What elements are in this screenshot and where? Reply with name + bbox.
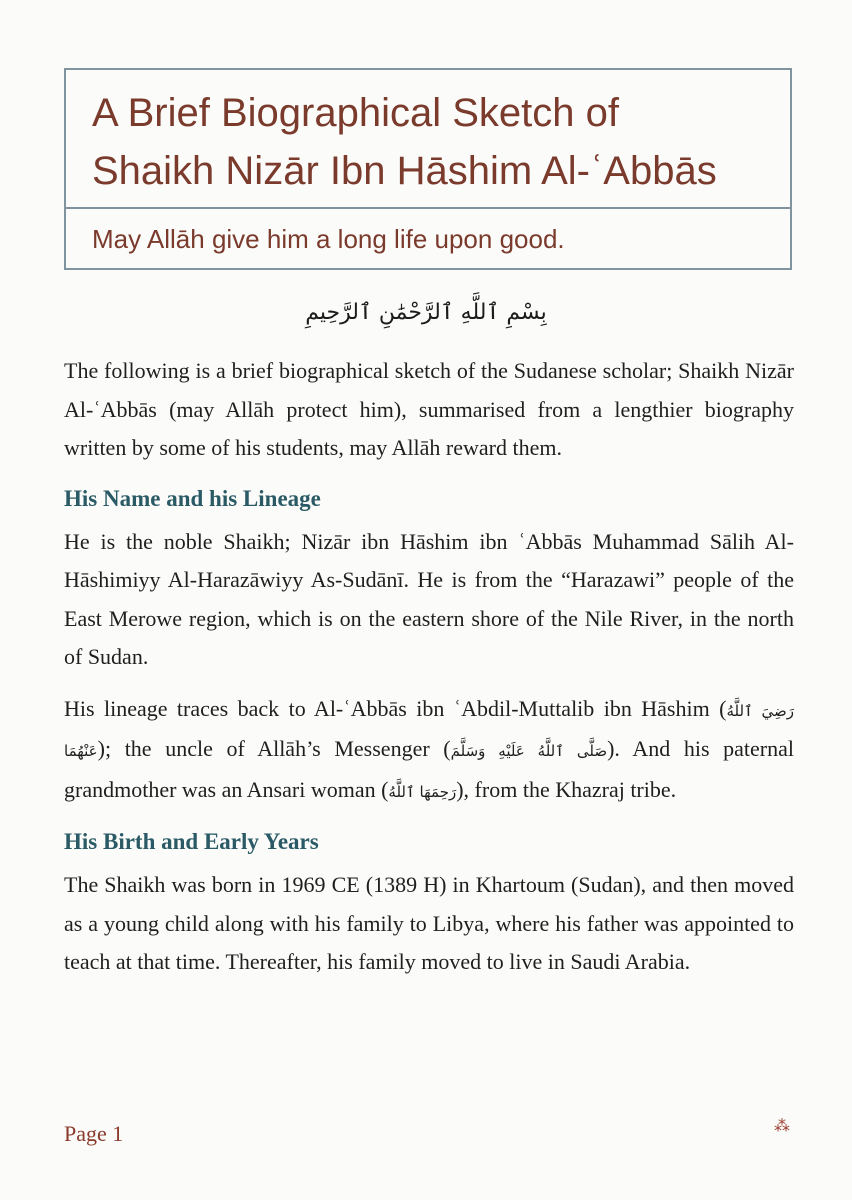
basmala-calligraphy: بِسْمِ ٱللَّهِ ٱلرَّحْمَٰنِ ٱلرَّحِيمِ bbox=[305, 300, 547, 325]
title-box bbox=[64, 68, 792, 270]
document-body bbox=[64, 352, 794, 995]
page-number: Page 1 bbox=[64, 1121, 124, 1146]
lineage-paragraph-1: He is the noble Shaikh; Nizār ibn Hāshim ibn ʿAbbās Muhammad Sālih Al-Hāshimiyy Al-Harazāwiyy As-Sudānī. He is from the “Harazawi” people of the East Merowe region, which is on the eastern shore of the Nile River, in the north of Sudan. bbox=[64, 528, 794, 669]
subtitle: May Allāh give him a long life upon good. bbox=[92, 224, 565, 254]
intro-paragraph: The following is a brief biographical sketch of the Sudanese scholar; Shaikh Nizār Al-ʿAbbās (may Allāh protect him), summarised from a lengthier biography written by some of his students, may Allāh reward them. bbox=[64, 358, 794, 460]
lineage-text-c: ). And his paternal grandmother was an Ansari woman ( bbox=[64, 736, 794, 802]
page-title bbox=[92, 84, 770, 200]
birth-paragraph: The Shaikh was born in 1969 CE (1389 H) in Khartoum (Sudan), and then moved as a young child along with his family to Libya, where his father was appointed to teach at that time. Thereafter, his family moved to live in Saudi Arabia. bbox=[64, 872, 794, 974]
lineage-text-b: ); the uncle of Allāh’s Messenger ( bbox=[97, 736, 451, 761]
section-heading-name-lineage: His Name and his Lineage bbox=[64, 485, 321, 511]
ornament-icon: ⁂ bbox=[774, 1116, 790, 1135]
honorific-salallahu-alayhi-wasallam: صَلَّى ٱللَّهُ عَلَيْهِ وَسَلَّمَ bbox=[450, 742, 608, 760]
title-divider bbox=[66, 207, 790, 209]
lineage-paragraph-2 bbox=[64, 690, 794, 812]
honorific-rahimahallah: رَحِمَهَا ٱللَّهُ bbox=[388, 782, 457, 801]
honorific-radiallahu-anhuma: رَضِيَ ٱللَّهُ عَنْهُمَا bbox=[64, 701, 794, 760]
title-line-1: A Brief Biographical Sketch of bbox=[92, 91, 619, 135]
lineage-text-a: His lineage traces back to Al-ʿAbbās ibn ʿAbdil-Muttalib ibn Hāshim ( bbox=[64, 695, 727, 721]
title-line-2: Shaikh Nizār Ibn Hāshim Al-ʿAbbās bbox=[92, 149, 717, 193]
lineage-text-d: ), from the Khazraj tribe. bbox=[456, 776, 677, 802]
section-heading-birth-early-years: His Birth and Early Years bbox=[64, 829, 319, 854]
